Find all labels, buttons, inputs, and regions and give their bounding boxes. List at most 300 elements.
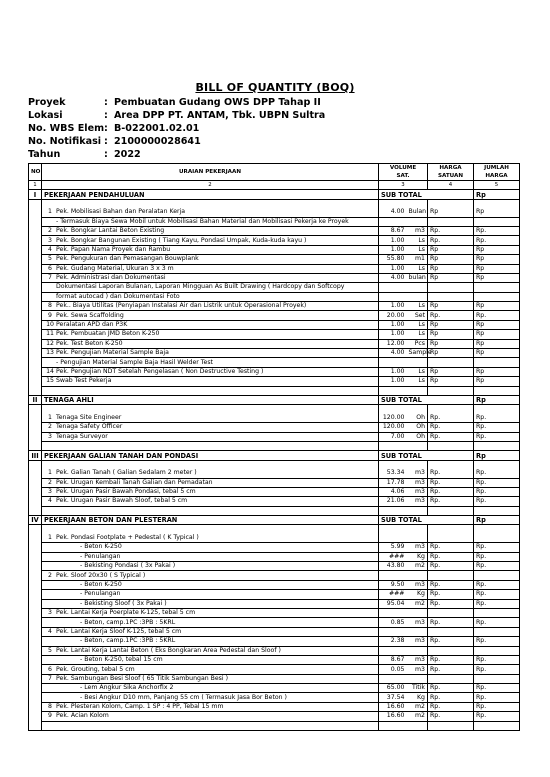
row-item-number: 2 [48,478,52,486]
row-description [42,432,379,441]
row-volume: 43.80 [379,562,407,571]
row-unit: Bulan [408,208,427,216]
row-no [29,414,42,423]
row-unit: m3 [407,487,428,496]
table-row [29,618,520,627]
spacer-cell [474,405,520,414]
table-row [29,580,520,589]
row-unit-price: Rp. [428,236,474,245]
row-unit-price: Rp. [428,665,474,674]
table-row [29,283,520,292]
row-no [29,264,42,273]
spacer-cell [474,525,520,534]
row-description [42,665,379,674]
row-unit-price: Rp. [428,469,474,478]
row-item-number: 7 [48,274,52,282]
row-item-text: Pek. Lantai Kerja Lantai Beton ( Eks Bongkaran Area Pedestal dan Sloof ) [56,646,281,654]
row-item-text: Pek. Pengukuran dan Pemasangan Bouwplank [56,255,199,263]
row-unit-price: Rp. [428,655,474,664]
row-total-price: Rp [474,367,520,376]
row-unit [407,534,428,543]
row-volume: 53.34 [379,469,407,478]
row-no [29,580,42,589]
spacer-cell [42,460,379,469]
row-total-price: Rp. [474,497,520,506]
row-total-price: Rp. [474,311,520,320]
row-unit-price [428,646,474,655]
row-item-number: 9 [48,712,52,720]
row-volume: 2.38 [379,637,407,646]
row-unit-price [428,534,474,543]
spacer-cell [474,386,520,395]
row-item-number: 4 [48,245,52,253]
row-volume: 7.00 [379,432,407,441]
spacer-cell [428,460,474,469]
row-total-price: Rp. [474,487,520,496]
row-unit-price: Rp. [428,599,474,608]
row-unit-price: Rp. [428,712,474,721]
section-subtotal-label: SUB TOTAL [379,395,474,404]
info-label: No. Notifikasi [28,136,102,147]
table-row [29,255,520,264]
row-item-number: 4 [48,497,52,505]
info-label: No. WBS Elem [28,123,105,134]
row-volume: 4.00 [379,349,407,358]
row-total-price: Rp. [474,580,520,589]
row-item-text: - Pengujian Material Sample Baja Hasil Welder Test [56,358,213,366]
table-row [29,590,520,599]
spacer-cell [29,405,42,414]
spacer-cell [42,441,379,450]
row-unit: m3 [407,478,428,487]
info-value: 2100000028641 [114,136,201,147]
table-row [29,311,520,320]
section-title: PEKERJAAN PENDAHULUAN [42,190,379,199]
spacer-cell [428,386,474,395]
row-volume [379,627,407,636]
row-unit [407,674,428,683]
row-item-text: Pek. Urugan Pasir Bawah Pondasi, tebal 5 cm [56,488,196,496]
row-no [29,273,42,282]
row-unit [407,646,428,655]
spacer-row [29,386,520,395]
section-subtotal-value: Rp [474,190,520,199]
spacer-cell [29,460,42,469]
row-item-number: 12 [46,339,54,347]
row-volume: 21.06 [379,497,407,506]
row-unit: Ls [407,320,428,329]
row-total-price [474,674,520,683]
row-unit-price: Rp. [428,311,474,320]
info-value: Pembuatan Gudang OWS DPP Tahap II [114,97,321,108]
row-total-price: Rp. [474,618,520,627]
row-description [42,339,379,348]
row-total-price: Rp. [474,478,520,487]
row-item-text: Tenaga Site Engineer [56,413,122,421]
row-unit: Ls [407,377,428,386]
row-description [42,599,379,608]
row-unit-price: Rp. [428,487,474,496]
row-no [29,283,42,292]
row-description [42,478,379,487]
row-description [42,217,379,226]
row-no [29,311,42,320]
row-description [42,423,379,432]
info-value: B-022001.02.01 [114,123,200,134]
row-item-number: 13 [46,349,54,357]
info-colon: : [104,123,108,134]
row-unit: m3 [407,580,428,589]
row-item-text: Pek. Pembuatan JMD Beton K-250 [56,330,160,338]
spacer-cell [379,460,407,469]
row-unit-price: Rp. [428,226,474,235]
row-item-text: Pek. Papan Nama Proyek dan Rambu [56,245,171,253]
row-volume: 20.00 [379,311,407,320]
row-item-text: Pek. Acian Kolom [56,712,109,720]
spacer-row [29,525,520,534]
row-total-price: Rp. [474,226,520,235]
header-no: NO [29,164,42,181]
row-item-text: - Penulangan [80,552,121,560]
row-unit: m3 [407,543,428,552]
spacer-cell [42,506,379,515]
spacer-cell [474,199,520,208]
row-item-text: Pek. Urugan Kembali Tanah Galian dan Pemadatan [56,478,213,486]
section-row [29,190,520,199]
row-item-number: 8 [48,703,52,711]
row-description [42,273,379,282]
project-info [28,96,325,161]
row-total-price [474,292,520,301]
row-volume [379,292,407,301]
row-volume: 0.05 [379,665,407,674]
spacer-cell [428,506,474,515]
row-no [29,236,42,245]
row-total-price: Rp [474,245,520,254]
row-unit-price: Rp. [428,693,474,702]
row-total-price: Rp [474,377,520,386]
row-volume [379,674,407,683]
table-row [29,245,520,254]
row-unit-price: Rp. [428,580,474,589]
section-subtotal-value: Rp [474,451,520,460]
row-description [42,358,379,367]
row-item-number: 6 [48,665,52,673]
table-row [29,264,520,273]
row-no [29,377,42,386]
row-no [29,702,42,711]
row-unit-price: Rp. [428,684,474,693]
section-no: IV [29,516,42,525]
spacer-row [29,441,520,450]
row-item-number: 3 [48,609,52,617]
row-no [29,478,42,487]
row-unit: Pcs [407,339,428,348]
row-unit: bulan [408,274,426,282]
row-unit-price [428,292,474,301]
row-description [42,562,379,571]
row-description [42,330,379,339]
row-unit: m3 [407,637,428,646]
row-unit-price: Rp [428,255,474,264]
table-row [29,702,520,711]
row-unit: Kg [407,693,428,702]
row-total-price: Rp. [474,693,520,702]
row-total-price: Rp. [474,702,520,711]
info-row [28,135,325,148]
row-unit: Ls [407,264,428,273]
row-unit [407,283,428,292]
row-no [29,339,42,348]
info-colon: : [104,136,108,147]
spacer-cell [29,506,42,515]
table-row [29,226,520,235]
row-unit: Ls [407,367,428,376]
table-row [29,599,520,608]
row-no [29,655,42,664]
row-total-price: Rp. [474,590,520,599]
spacer-cell [428,441,474,450]
row-unit: m3 [407,655,428,664]
row-description [42,712,379,721]
row-item-text: Pek. Grouting, tebal 5 cm [56,665,135,673]
row-volume: 9.50 [379,580,407,589]
row-unit: Oh [407,432,428,441]
row-no [29,349,42,358]
row-unit: m3 [407,618,428,627]
spacer-cell [407,199,428,208]
row-unit: Kg [407,552,428,561]
row-unit: Set [407,311,428,320]
table-row [29,302,520,311]
row-unit-price [428,358,474,367]
spacer-cell [474,506,520,515]
row-description [42,292,379,301]
row-item-text: Pek. Urugan Pasir Bawah Sloof, tebal 5 cm [56,497,188,505]
row-description [42,245,379,254]
row-unit: Titik [407,684,428,693]
section-subtotal-value: Rp [474,395,520,404]
table-row [29,684,520,693]
row-no [29,674,42,683]
row-total-price: Rp. [474,562,520,571]
row-no [29,618,42,627]
row-item-number: 4 [48,627,52,635]
row-item-number: 14 [46,368,54,375]
row-no [29,543,42,552]
row-unit: m2 [407,599,428,608]
row-total-price [474,358,520,367]
table-row [29,712,520,721]
table-row [29,208,520,217]
header-volume: VOLUME SAT. [379,164,428,181]
row-description [42,320,379,329]
table-row [29,655,520,664]
row-total-price: Rp [474,302,520,311]
row-no [29,320,42,329]
row-description [42,618,379,627]
row-description [42,627,379,636]
row-total-price [474,217,520,226]
header-uraian: URAIAN PEKERJAAN [42,164,379,181]
row-item-number: 2 [48,227,52,235]
row-unit-price: Rp [428,367,474,376]
row-description [42,255,379,264]
row-unit: Ls [407,245,428,254]
table-row [29,358,520,367]
row-item-text: Pek. Gudang Material, Ukuran 3 x 3 m [56,264,174,272]
row-total-price [474,627,520,636]
row-item-text: Pek. Lantai Kerja Sloof K-125, tebal 5 cm [56,627,182,635]
row-item-number: 9 [48,311,52,319]
row-item-text: - Lem Angkur Sika Anchorfix 2 [80,684,174,692]
row-description [42,684,379,693]
spacer-cell [407,721,428,730]
row-item-text: - Termasuk Biaya Sewa Mobil untuk Mobilisasi Bahan Material dan Mobilisasi Pekerja ke Proyek [56,217,349,225]
row-description [42,693,379,702]
row-volume: 55.80 [379,255,407,264]
row-total-price: Rp [474,320,520,329]
section-no: II [29,395,42,404]
info-row [28,122,325,135]
row-volume [379,571,407,580]
spacer-cell [42,386,379,395]
row-unit-price: Rp [428,245,474,254]
row-description [42,302,379,311]
row-unit [407,358,428,367]
spacer-row [29,199,520,208]
row-total-price: Rp [474,208,520,217]
row-unit: Ls [407,330,428,339]
row-volume: 120.00 [379,423,407,432]
table-row [29,487,520,496]
row-item-number: 8 [48,302,52,310]
section-subtotal-label: SUB TOTAL [379,451,474,460]
row-description [42,283,379,292]
spacer-cell [428,525,474,534]
row-unit-price: Rp. [428,590,474,599]
row-unit-price: Rp. [428,497,474,506]
row-volume [379,283,407,292]
info-value: Area DPP PT. ANTAM, Tbk. UBPN Sultra [114,110,326,121]
row-unit-price: Rp. [428,637,474,646]
spacer-cell [29,199,42,208]
section-no: I [29,190,42,199]
row-no [29,712,42,721]
spacer-cell [379,721,407,730]
spacer-cell [474,441,520,450]
row-item-text: - Beton, camp.1PC :3PB : 5KRL [80,618,176,626]
row-description [42,414,379,423]
row-total-price [474,646,520,655]
row-unit: m2 [407,712,428,721]
row-no [29,217,42,226]
header-jumlah-harga: JUMLAH HARGA [474,164,520,181]
row-no [29,646,42,655]
row-item-number: 11 [46,330,54,338]
row-description [42,208,379,217]
row-item-number: 5 [48,255,52,263]
spacer-cell [29,441,42,450]
row-description [42,469,379,478]
table-row [29,217,520,226]
row-unit [407,571,428,580]
row-volume [379,358,407,367]
row-no [29,432,42,441]
row-unit: m2 [407,562,428,571]
spacer-cell [407,525,428,534]
section-title: TENAGA AHLI [42,395,379,404]
table-row [29,292,520,301]
spacer-row [29,506,520,515]
row-no [29,534,42,543]
row-description [42,646,379,655]
table-row [29,367,520,376]
row-no [29,358,42,367]
row-item-number: 3 [48,488,52,496]
row-total-price [474,283,520,292]
row-item-number: 3 [48,432,52,440]
row-unit: Ls [407,302,428,311]
row-unit-price: Rp [428,349,474,358]
row-no [29,693,42,702]
colnum: 5 [474,181,520,190]
row-volume [379,646,407,655]
row-unit: m2 [407,702,428,711]
row-unit-price: Rp. [428,552,474,561]
row-total-price: Rp [474,255,520,264]
row-volume: 1.00 [379,264,407,273]
row-no [29,684,42,693]
row-total-price: Rp. [474,414,520,423]
row-item-text: Pek. Plesteran Kolom, Camp. 1 SP : 4 PP, Tebal 15 mm [56,703,224,711]
row-unit: Kg [407,590,428,599]
row-unit [407,217,428,226]
row-total-price: Rp. [474,469,520,478]
spacer-cell [428,405,474,414]
row-volume: 95.04 [379,599,407,608]
spacer-cell [379,405,407,414]
row-unit-price: Rp [428,320,474,329]
spacer-cell [379,386,407,395]
row-unit-price: Rp. [428,562,474,571]
spacer-cell [379,525,407,534]
row-volume: 1.00 [379,367,407,376]
section-row [29,451,520,460]
row-unit: m3 [407,497,428,506]
spacer-cell [42,721,379,730]
table-row [29,469,520,478]
row-volume: 4.00 [379,208,407,217]
table-row [29,349,520,358]
row-unit-price: Rp. [428,423,474,432]
spacer-cell [428,721,474,730]
table-row [29,478,520,487]
section-subtotal-label: SUB TOTAL [379,516,474,525]
row-unit: m1 [407,255,428,264]
row-item-text: Pek. Administrasi dan Dokumentasi [56,274,166,282]
row-item-number: 6 [48,264,52,272]
row-item-text: - Penulangan [80,590,121,598]
row-volume: 4.00 [379,273,407,282]
row-total-price: Rp. [474,432,520,441]
table-row [29,497,520,506]
row-unit-price: Rp [428,302,474,311]
row-item-text: Pek. Test Beton K-250 [56,339,123,347]
row-item-text: - Beton K-250 [80,543,122,551]
row-description [42,655,379,664]
table-row [29,377,520,386]
